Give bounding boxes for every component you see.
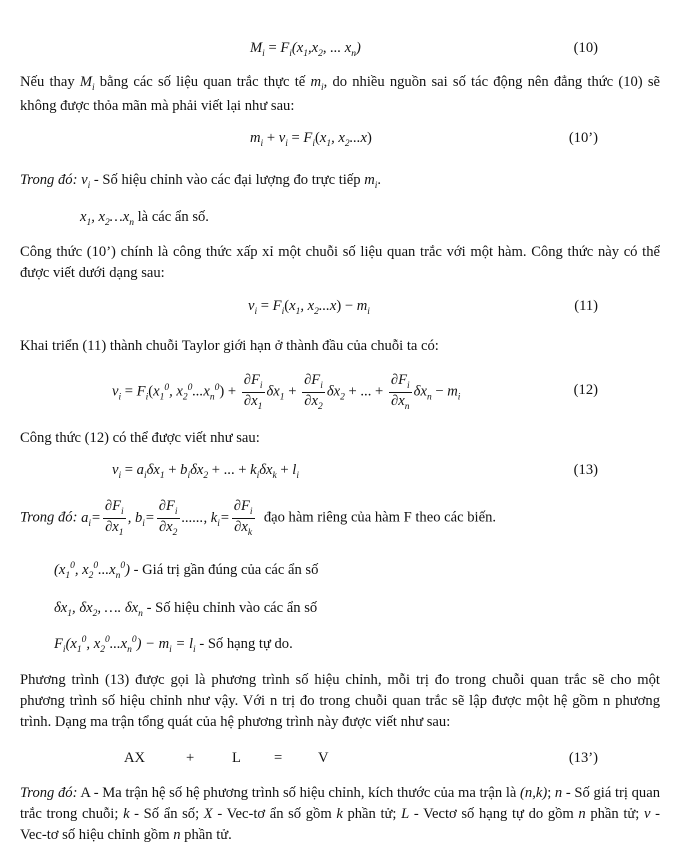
equation-12	[0, 372, 680, 412]
equation-10-prime	[0, 128, 680, 158]
equation-12-number: (12)	[573, 382, 598, 398]
paragraph-2: Trong đó: $v_i$ - Số hiệu chỉnh vào các đại lượng đo trực tiếp $m_i$.	[20, 172, 382, 191]
equation-13	[0, 460, 680, 490]
equation-13-formula: $v_i = a_i\delta x_1 + b_i\delta x_2$ + ... + $k_i\delta x_k + l_i$	[112, 462, 299, 481]
equation-12-formula: $v_i = F_i(x_1^0$, $x_2^0...x_n^0$) + $\frac{\partial F_i}{\partial x_1}$ $\delta x_1$ + $\frac{\partial F_i}{\partial x_2}$ $\delta x_2$ + ... + $\frac{\partial F_i}{\partial x_n}$ $\delta x_n - m_i$	[112, 372, 461, 412]
paragraph-3: $x_1$, $x_2\dots x_n$ là các ẩn số.	[80, 209, 209, 228]
paragraph-7-tail: đạo hàm riêng của hàm F theo các biến.	[263, 509, 497, 526]
paragraph-12: Trong đó: A - Ma trận hệ số hệ phương trình số hiệu chỉnh, kích thước của ma trận là (n,k); n - Số giá trị quan trắc trong chuỗi; k - Số ẩn số; X - Vec-tơ ẩn số gồm k phần tử; L - Vectơ số hạng tự do gồm n phần tử; v - Vec-tơ số hiệu chỉnh gồm n phần tử.	[20, 785, 660, 844]
equation-10	[0, 38, 680, 68]
equation-10-formula: $M_i = F_i(x_1,x_2$, ... $x_n$)	[250, 40, 361, 59]
paragraph-5: Khai triển (11) thành chuỗi Taylor giới hạn ở thành đầu của chuỗi ta có:	[20, 338, 439, 354]
paragraph-7: Trong đó: $a_i=$ $\frac{\partial F_i}{\partial x_1}$ , $b_i=$ $\frac{\partial F_i}{\partial x_2}$ ......, $k_i=$ $\frac{\partial F_i}{\partial x_k}$ đạo hàm riêng của hàm F theo các biến.	[20, 498, 497, 538]
paragraph-4: Công thức (10’) chính là công thức xấp xỉ một chuỗi số liệu quan trắc với một hàm. Công thức này có thể được viết dưới dạng sau:	[20, 244, 660, 282]
equation-10p-formula: $m_i + v_i = F_i(x_1$, $x_2...x$)	[250, 130, 372, 149]
paragraph-6: Công thức (12) có thể được viết như sau:	[20, 430, 260, 446]
equation-13-prime	[0, 748, 680, 778]
equation-10p-number: (10’)	[568, 130, 598, 146]
eq13p-plus: +	[186, 750, 195, 766]
equation-11	[0, 296, 680, 326]
equation-11-number: (11)	[574, 298, 598, 314]
equation-10-number: (10)	[573, 40, 598, 56]
equation-13p-number: (13’)	[568, 750, 598, 766]
eq13p-ax: AX	[124, 750, 146, 766]
equation-11-formula: $v_i = F_i(x_1$, $x_2...x) - m_i$	[248, 298, 370, 317]
paragraph-11: Phương trình (13) được gọi là phương trình số hiệu chỉnh, mỗi trị đo trong chuỗi quan trắc sẽ cho một phương trình số hiệu chỉnh như vậy. Với n trị đo trong chuỗi quan trắc sẽ lập được một hệ gồm n phương trình. Dạng ma trận tổng quát của hệ phương trình này được viết như sau:	[20, 672, 660, 731]
paragraph-1: Nếu thay $M_i$ bằng các số liệu quan trắc thực tế $m_i$, do nhiều nguồn sai số tác động nên đẳng thức (10) sẽ không được thỏa mãn mà phải viết lại như sau:	[20, 74, 660, 114]
eq13p-v: V	[318, 750, 329, 766]
eq13p-equals: =	[274, 750, 283, 766]
paragraph-8: ($x_1^0$, $x_2^0...x_n^0$) - Giá trị gần đúng của các ẩn số	[54, 561, 319, 581]
paragraph-9: $\delta x_1$, $\delta x_2$, …. $\delta x_n$ - Số hiệu chỉnh vào các ẩn số	[54, 600, 318, 619]
paragraph-10-text: - Số hạng tự do.	[199, 636, 293, 652]
equation-13-number: (13)	[573, 462, 598, 478]
paragraph-8-text: - Giá trị gần đúng của các ẩn số	[133, 562, 319, 578]
paragraph-10: $F_i(x_1^0$, $x_2^0...x_n^0) - m_i = l_i$ - Số hạng tự do.	[54, 635, 293, 655]
eq13p-l: L	[232, 750, 241, 766]
